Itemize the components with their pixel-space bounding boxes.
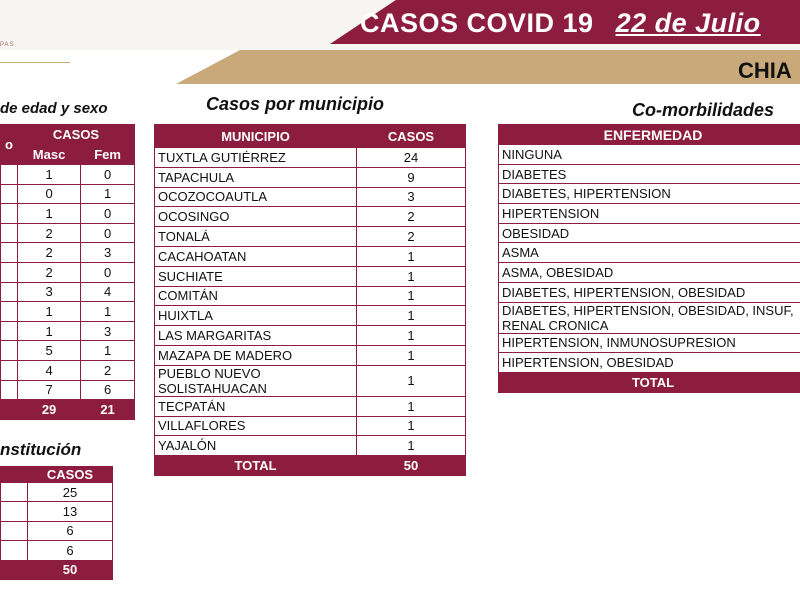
municipio-row <box>155 187 466 207</box>
municipio-row <box>155 148 466 168</box>
municipio-row <box>155 286 466 306</box>
edad-group-cell <box>1 184 18 204</box>
enfermedad-cell: DIABETES, HIPERTENSION <box>499 184 800 204</box>
edad-casos-header: CASOS <box>18 125 135 145</box>
comorbilidad-row <box>499 263 800 283</box>
municipio-row <box>155 396 466 416</box>
comorbilidades-total-row <box>499 372 800 392</box>
masc-cell: 7 <box>18 380 81 400</box>
institucion-casos-cell: 25 <box>28 483 113 502</box>
masc-cell: 2 <box>18 243 81 263</box>
comorbilidad-row <box>499 223 800 243</box>
municipio-row <box>155 227 466 247</box>
municipio-casos-cell: 9 <box>357 167 466 187</box>
municipio-name-cell: YAJALÓN <box>155 436 357 456</box>
edad-row <box>1 262 135 282</box>
masc-cell: 0 <box>18 184 81 204</box>
municipio-casos-cell: 3 <box>357 187 466 207</box>
edad-row <box>1 341 135 361</box>
municipio-casos-cell: 1 <box>357 365 466 396</box>
municipio-casos-cell: 1 <box>357 306 466 326</box>
municipio-table <box>154 124 466 476</box>
edad-group-cell <box>1 223 18 243</box>
institucion-casos-cell: 13 <box>28 502 113 521</box>
page-title <box>360 8 761 39</box>
fem-cell: 4 <box>81 282 135 302</box>
municipio-name-cell: TAPACHULA <box>155 167 357 187</box>
enfermedad-cell: ASMA, OBESIDAD <box>499 263 800 283</box>
edad-row <box>1 165 135 185</box>
edad-group-cell <box>1 243 18 263</box>
municipio-row <box>155 266 466 286</box>
fem-cell: 3 <box>81 243 135 263</box>
comorbilidad-row <box>499 184 800 204</box>
institucion-name-cell <box>1 502 28 521</box>
municipio-row <box>155 246 466 266</box>
enfermedad-cell: DIABETES, HIPERTENSION, OBESIDAD <box>499 282 800 302</box>
edad-first-col-header: o <box>1 125 18 165</box>
municipio-name-cell: TUXTLA GUTIÉRREZ <box>155 148 357 168</box>
comorbilidades-table <box>498 124 800 393</box>
masc-cell: 1 <box>18 204 81 224</box>
institucion-casos-cell: 6 <box>28 541 113 560</box>
header-gold-band <box>0 50 800 84</box>
edad-group-cell <box>1 282 18 302</box>
comorbilidad-row <box>499 302 800 333</box>
institucion-row <box>1 483 113 502</box>
comorbilidades-total-label: TOTAL <box>499 372 800 392</box>
masc-header: Masc <box>18 145 81 165</box>
masc-cell: 1 <box>18 302 81 322</box>
municipio-row <box>155 345 466 365</box>
comorbilidades-section-title: Co-morbilidades <box>632 100 775 120</box>
institucion-casos-cell: 6 <box>28 521 113 540</box>
enfermedad-cell: DIABETES <box>499 164 800 184</box>
edad-sexo-table <box>0 124 135 420</box>
title-text: CASOS COVID 19 <box>360 8 594 38</box>
edad-row <box>1 243 135 263</box>
edad-group-cell <box>1 380 18 400</box>
masc-cell: 2 <box>18 223 81 243</box>
municipio-casos-cell: 1 <box>357 345 466 365</box>
edad-row <box>1 223 135 243</box>
fem-cell: 1 <box>81 302 135 322</box>
municipio-header: MUNICIPIO <box>155 125 357 148</box>
fem-cell: 0 <box>81 262 135 282</box>
enfermedad-cell: HIPERTENSION <box>499 204 800 224</box>
edad-row <box>1 282 135 302</box>
masc-total-cell: 29 <box>18 400 81 420</box>
municipio-name-cell: OCOZOCOAUTLA <box>155 187 357 207</box>
fem-total-cell: 21 <box>81 400 135 420</box>
fem-cell: 0 <box>81 165 135 185</box>
institucion-row <box>1 502 113 521</box>
edad-total-label-cell <box>1 400 18 420</box>
municipio-total-value: 50 <box>357 456 466 476</box>
municipio-name-cell: COMITÁN <box>155 286 357 306</box>
fem-cell: 2 <box>81 360 135 380</box>
institucion-name-cell <box>1 541 28 560</box>
comorbilidad-row <box>499 145 800 165</box>
comorbilidad-row <box>499 333 800 353</box>
municipio-casos-cell: 1 <box>357 246 466 266</box>
institucion-row <box>1 541 113 560</box>
municipio-name-cell: VILLAFLORES <box>155 416 357 436</box>
institucion-name-cell <box>1 483 28 502</box>
municipio-casos-cell: 1 <box>357 266 466 286</box>
comorbilidad-row <box>499 164 800 184</box>
municipio-name-cell: TECPATÁN <box>155 396 357 416</box>
municipio-section-title: Casos por municipio <box>206 94 385 114</box>
edad-row <box>1 360 135 380</box>
municipio-casos-cell: 2 <box>357 207 466 227</box>
enfermedad-cell: DIABETES, HIPERTENSION, OBESIDAD, INSUF, RENAL CRONICA <box>499 302 800 333</box>
edad-group-cell <box>1 321 18 341</box>
municipio-casos-cell: 24 <box>357 148 466 168</box>
municipio-casos-cell: 2 <box>357 227 466 247</box>
municipio-row <box>155 436 466 456</box>
municipio-casos-cell: 1 <box>357 286 466 306</box>
enfermedad-cell: HIPERTENSION, OBESIDAD <box>499 353 800 373</box>
state-name: CHIA <box>738 58 792 83</box>
municipio-row <box>155 167 466 187</box>
edad-row <box>1 204 135 224</box>
municipio-total-label: TOTAL <box>155 456 357 476</box>
edad-row <box>1 321 135 341</box>
municipio-name-cell: MAZAPA DE MADERO <box>155 345 357 365</box>
municipio-name-cell: HUIXTLA <box>155 306 357 326</box>
fem-cell: 0 <box>81 204 135 224</box>
municipio-name-cell: CACAHOATAN <box>155 246 357 266</box>
comorbilidad-row <box>499 353 800 373</box>
fem-cell: 0 <box>81 223 135 243</box>
edad-group-cell <box>1 262 18 282</box>
fem-header: Fem <box>81 145 135 165</box>
edad-group-cell <box>1 360 18 380</box>
enfermedad-cell: ASMA <box>499 243 800 263</box>
edad-group-cell <box>1 165 18 185</box>
municipio-casos-cell: 1 <box>357 396 466 416</box>
logo-text: PAS <box>0 42 15 48</box>
edad-group-cell <box>1 204 18 224</box>
municipio-name-cell: OCOSINGO <box>155 207 357 227</box>
fem-cell: 1 <box>81 184 135 204</box>
edad-row <box>1 380 135 400</box>
fem-cell: 1 <box>81 341 135 361</box>
institucion-row <box>1 521 113 540</box>
municipio-total-row <box>155 456 466 476</box>
edad-row <box>1 302 135 322</box>
edad-total-row <box>1 400 135 420</box>
comorbilidad-row <box>499 282 800 302</box>
logo-divider <box>0 62 70 63</box>
comorbilidad-row <box>499 204 800 224</box>
municipio-row <box>155 365 466 396</box>
edad-group-cell <box>1 341 18 361</box>
masc-cell: 3 <box>18 282 81 302</box>
enfermedad-cell: OBESIDAD <box>499 223 800 243</box>
municipio-casos-cell: 1 <box>357 436 466 456</box>
municipio-row <box>155 306 466 326</box>
report-date: 22 de Julio <box>615 8 761 38</box>
institucion-total-label-cell <box>1 560 28 579</box>
municipio-row <box>155 326 466 346</box>
municipio-name-cell: PUEBLO NUEVO SOLISTAHUACAN <box>155 365 357 396</box>
edad-row <box>1 184 135 204</box>
enfermedad-cell: HIPERTENSION, INMUNOSUPRESION <box>499 333 800 353</box>
masc-cell: 1 <box>18 321 81 341</box>
edad-section-title: de edad y sexo <box>0 100 108 117</box>
edad-group-cell <box>1 302 18 322</box>
municipio-row <box>155 207 466 227</box>
masc-cell: 1 <box>18 165 81 185</box>
enfermedad-cell: NINGUNA <box>499 145 800 165</box>
masc-cell: 4 <box>18 360 81 380</box>
institucion-name-header <box>1 467 28 483</box>
municipio-name-cell: TONALÁ <box>155 227 357 247</box>
institucion-casos-header: CASOS <box>28 467 113 483</box>
municipio-name-cell: SUCHIATE <box>155 266 357 286</box>
municipio-casos-cell: 1 <box>357 416 466 436</box>
institucion-total-row <box>1 560 113 579</box>
fem-cell: 6 <box>81 380 135 400</box>
comorbilidad-row <box>499 243 800 263</box>
enfermedad-header: ENFERMEDAD <box>499 125 800 145</box>
institucion-section-title: nstitución <box>0 440 82 459</box>
masc-cell: 2 <box>18 262 81 282</box>
masc-cell: 5 <box>18 341 81 361</box>
institucion-total-cell: 50 <box>28 560 113 579</box>
institucion-name-cell <box>1 521 28 540</box>
institucion-table <box>0 466 113 580</box>
municipio-row <box>155 416 466 436</box>
fem-cell: 3 <box>81 321 135 341</box>
municipio-name-cell: LAS MARGARITAS <box>155 326 357 346</box>
municipio-casos-header: CASOS <box>357 125 466 148</box>
municipio-casos-cell: 1 <box>357 326 466 346</box>
